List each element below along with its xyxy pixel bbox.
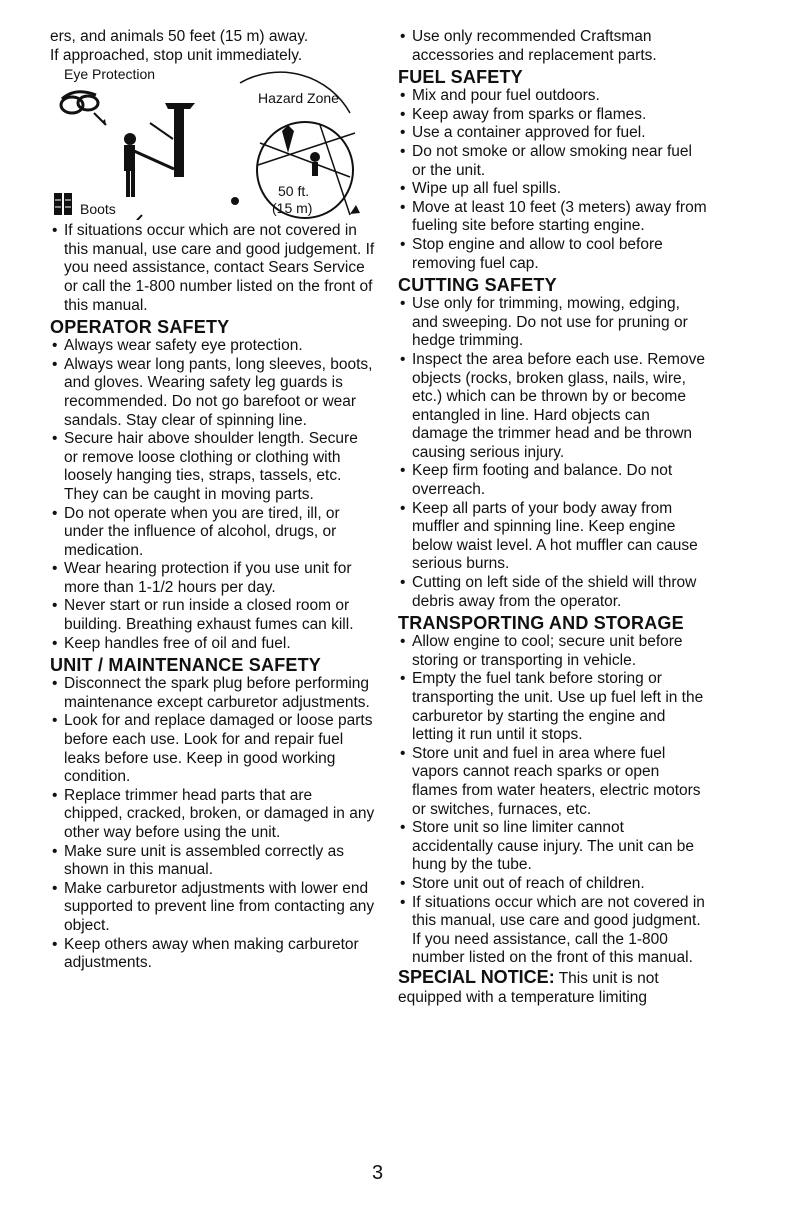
operator-figure-icon	[124, 103, 195, 220]
list-item: • Store unit so line limiter cannot accidentally cause injury. The unit can be hung by the tube.	[398, 819, 708, 875]
distance-label-m: (15 m)	[272, 200, 313, 217]
operator-safety-heading: OPERATOR SAFETY	[50, 317, 230, 338]
intro-line: If approached, stop unit immediately.	[50, 46, 303, 64]
unit-maintenance-safety-list	[50, 675, 375, 973]
distance-label-ft: 50 ft.	[278, 183, 310, 200]
transporting-storage-heading: TRANSPORTING AND STORAGE	[398, 613, 684, 634]
transporting-storage-list	[398, 633, 708, 968]
cutting-safety-list	[398, 295, 708, 611]
list-item: • Mix and pour fuel outdoors.	[398, 87, 708, 106]
list-item: • Replace trimmer head parts that are chipped, cracked, broken, or damaged in any other way before using the unit.	[50, 787, 375, 843]
special-notice-heading: SPECIAL NOTICE:	[398, 966, 555, 987]
list-item: • Keep all parts of your body away from muffler and spinning line. Keep engine below waist level. A hot muffler can cause serious burns.	[398, 500, 708, 574]
fuel-safety-list	[398, 87, 708, 273]
right-column	[398, 28, 708, 1007]
operator-safety-list	[50, 337, 375, 653]
boots-icon	[54, 193, 72, 215]
list-item: • Store unit and fuel in area where fuel vapors cannot reach sparks or open flames from water heaters, electric motors or switches, furnaces, etc.	[398, 745, 708, 819]
list-item: • Keep others away when making carburetor adjustments.	[50, 936, 375, 973]
list-item: • Disconnect the spark plug before performing maintenance except carburetor adjustments.	[50, 675, 375, 712]
accessories-list	[398, 28, 708, 65]
general-notice-list	[50, 222, 375, 315]
unit-maintenance-safety-heading: UNIT / MAINTENANCE SAFETY	[50, 655, 322, 676]
intro-line: ers, and animals 50 feet (15 m) away.	[50, 28, 309, 45]
list-item: • Inspect the area before each use. Remove objects (rocks, broken glass, nails, wire, etc.) which can be thrown by or become entangled in line. Hard objects can damage the trimmer head and be thrown causing serious injury.	[398, 351, 708, 463]
fuel-safety-heading: FUEL SAFETY	[398, 67, 523, 88]
special-notice-text: This unit is not equipped with a temperature limiting	[398, 969, 659, 1006]
hazard-zone-label: Hazard Zone	[258, 90, 339, 107]
list-item: • Always wear safety eye protection.	[50, 337, 375, 356]
list-item: • Empty the fuel tank before storing or transporting the unit. Use up fuel left in the carburetor by starting the engine and letting it run until it stops.	[398, 670, 708, 744]
goggles-icon	[61, 92, 106, 125]
special-notice	[398, 968, 708, 1007]
eye-protection-label: Eye Protection	[64, 66, 156, 83]
list-item: • Do not operate when you are tired, ill, or under the influence of alcohol, drugs, or medication.	[50, 505, 375, 561]
list-item: • Keep away from sparks or flames.	[398, 106, 708, 125]
list-item: • Wipe up all fuel spills.	[398, 180, 708, 199]
list-item: • If situations occur which are not covered in this manual, use care and good judgement. If you need assistance, contact Sears Service or call the 1-800 number listed on the front of this manual.	[50, 222, 375, 315]
boots-label: Boots	[80, 201, 116, 218]
cutting-safety-heading: CUTTING SAFETY	[398, 275, 557, 296]
list-item: • Use a container approved for fuel.	[398, 124, 708, 143]
list-item: • Secure hair above shoulder length. Secure or remove loose clothing or clothing with loosely hanging ties, straps, tassels, etc. They can be caught in moving parts.	[50, 430, 375, 504]
list-item: • Do not smoke or allow smoking near fuel or the unit.	[398, 143, 708, 180]
page-number: 3	[372, 1162, 384, 1184]
safety-illustration	[50, 65, 375, 220]
list-item: • Keep firm footing and balance. Do not overreach.	[398, 462, 708, 499]
list-item: • Wear hearing protection if you use unit for more than 1-1/2 hours per day.	[50, 560, 375, 597]
hazard-zone-icon	[231, 72, 360, 218]
hazard-zone-diagram	[50, 65, 375, 220]
left-column	[50, 28, 375, 973]
list-item: • Store unit out of reach of children.	[398, 875, 708, 894]
list-item: • Make carburetor adjustments with lower end supported to prevent line from contacting any object.	[50, 880, 375, 936]
list-item: • Never start or run inside a closed room or building. Breathing exhaust fumes can kill.	[50, 597, 375, 634]
list-item: • Look for and replace damaged or loose parts before each use. Look for and repair fuel leaks before use. Keep in good working condition.	[50, 712, 375, 786]
list-item: • Stop engine and allow to cool before removing fuel cap.	[398, 236, 708, 273]
list-item: • Always wear long pants, long sleeves, boots, and gloves. Wearing safety leg guards is recommended. Do not go barefoot or wear sandals. Stay clear of spinning line.	[50, 356, 375, 430]
list-item: • If situations occur which are not covered in this manual, use care and good judgment. If you need assistance, call the 1-800 number listed on the front of this manual.	[398, 894, 708, 968]
list-item: • Cutting on left side of the shield will throw debris away from the operator.	[398, 574, 708, 611]
list-item: • Use only recommended Craftsman accessories and replacement parts.	[398, 28, 708, 65]
list-item: • Allow engine to cool; secure unit before storing or transporting in vehicle.	[398, 633, 708, 670]
list-item: • Move at least 10 feet (3 meters) away from fueling site before starting engine.	[398, 199, 708, 236]
list-item: • Make sure unit is assembled correctly as shown in this manual.	[50, 843, 375, 880]
list-item: • Use only for trimming, mowing, edging, and sweeping. Do not use for pruning or hedge trimming.	[398, 295, 708, 351]
list-item: • Keep handles free of oil and fuel.	[50, 635, 375, 654]
